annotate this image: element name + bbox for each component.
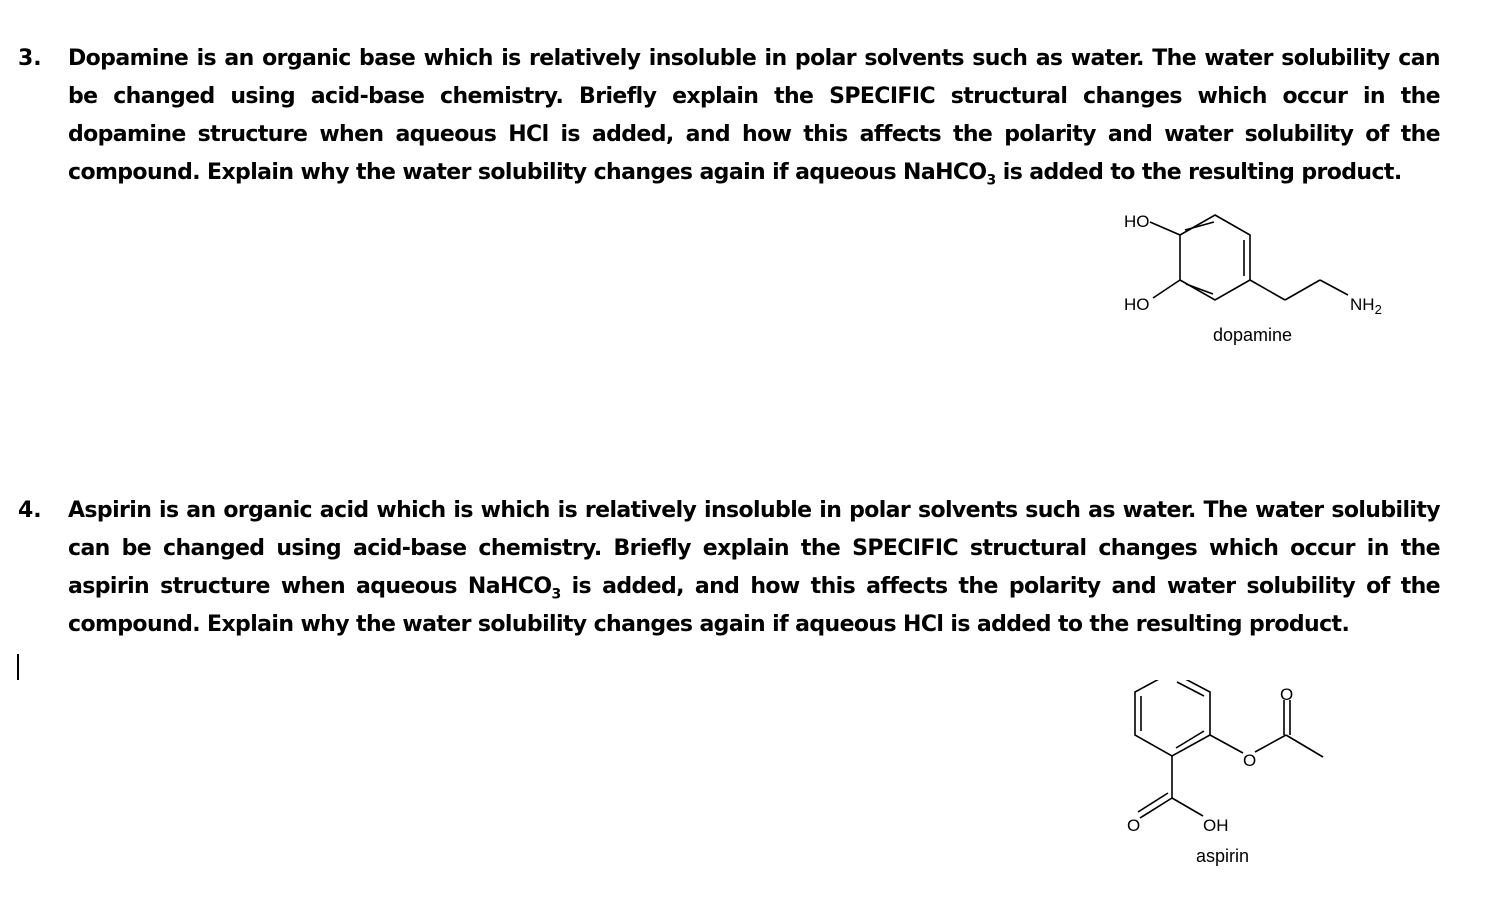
atom-label-acid-carbonyl-o: O <box>1127 816 1141 835</box>
structure-label-aspirin: aspirin <box>1196 846 1250 866</box>
atom-label-nh2: $NH_2$ <box>1350 295 1382 317</box>
benzene-ring <box>1180 215 1250 300</box>
benzene-ring <box>1135 680 1210 756</box>
question-3 <box>18 40 1440 200</box>
carboxylic-acid-group <box>1138 756 1203 818</box>
dopamine-structure <box>1110 200 1410 355</box>
atom-label-ester-o: O <box>1243 751 1257 770</box>
text-cursor <box>17 654 19 680</box>
question-number: 4. <box>18 498 42 523</box>
question-text: Dopamine is an organic base which is relatively insoluble in polar solvents such as water. The water solubility can be changed using acid-base chemistry. Briefly explain the SPECIFIC structural changes which occur in the dopamine structure when aqueous HCl is added, and how this affects the polarity and water solubility of the compound. Explain why the water solubility changes again if aqueous NaHCO$_3$ is added to the resulting product. <box>68 46 1440 189</box>
atom-label-acid-oh: OH <box>1203 816 1229 835</box>
structure-label-dopamine: dopamine <box>1213 325 1293 345</box>
question-number: 3. <box>18 46 42 71</box>
ester-group <box>1210 700 1323 757</box>
aspirin-structure <box>1110 680 1350 875</box>
atom-label-ho-top: HO <box>1124 212 1150 231</box>
atom-label-ester-carbonyl-o: O <box>1280 685 1294 704</box>
question-text: Aspirin is an organic acid which is which is relatively insoluble in polar solvents such as water. The water solubility can be changed using acid-base chemistry. Briefly explain the SPECIFIC structural changes which occur in the aspirin structure when aqueous NaHCO$_3$ is added, and how this affects the polarity and water solubility of the compound. Explain why the water solubility changes again if aqueous HCl is added to the resulting product. <box>68 498 1440 637</box>
question-4 <box>18 492 1440 652</box>
atom-label-ho-bottom: HO <box>1124 295 1150 314</box>
